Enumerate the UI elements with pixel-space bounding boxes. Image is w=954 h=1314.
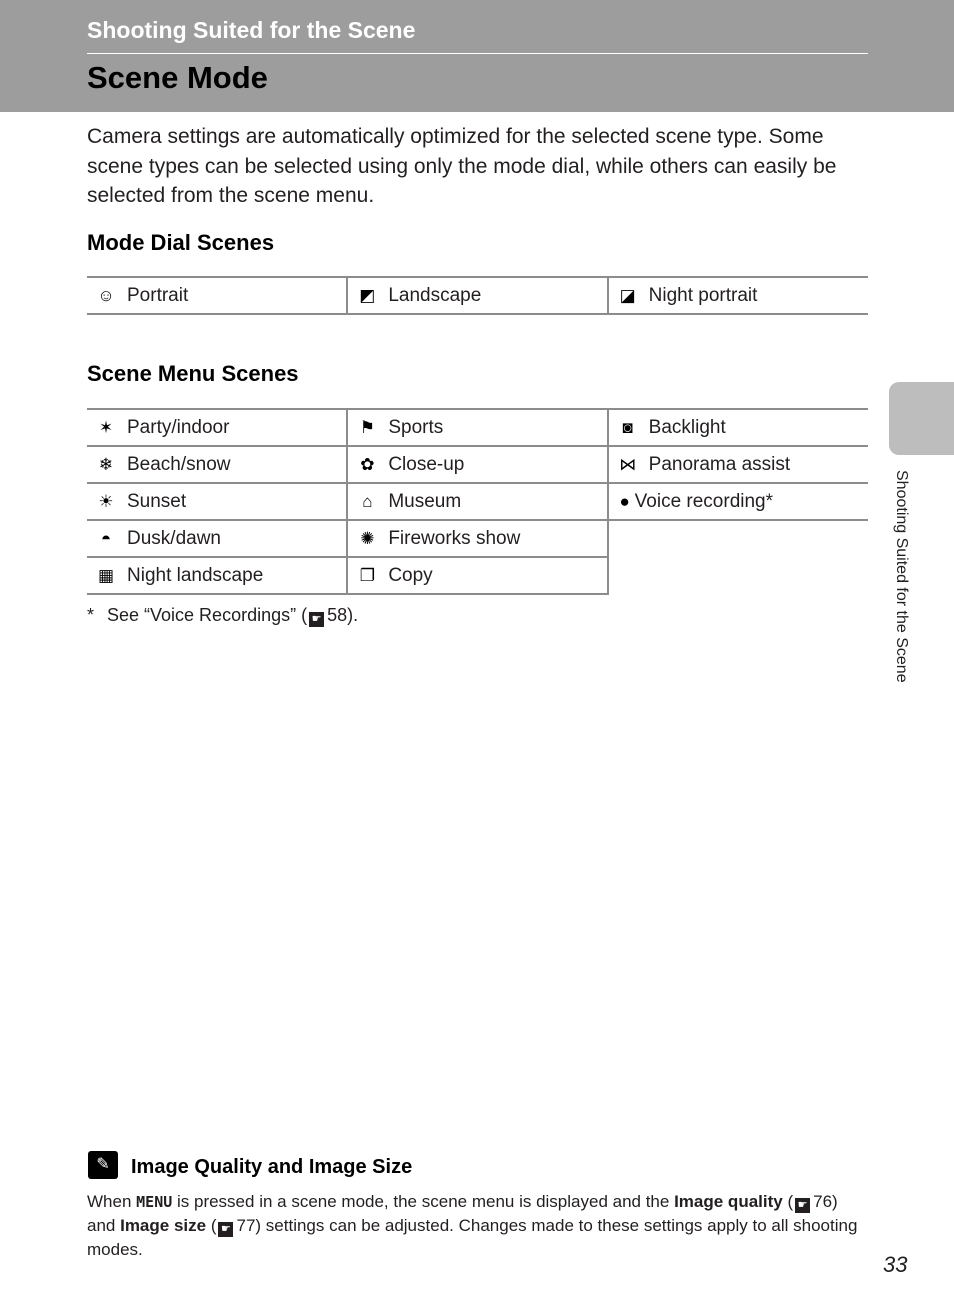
footnote-text: See “Voice Recordings” ( bbox=[107, 605, 308, 625]
chapter-tab bbox=[889, 382, 954, 455]
cell-label: Landscape bbox=[388, 284, 482, 306]
table-cell bbox=[608, 409, 868, 446]
cell-label: Night landscape bbox=[127, 564, 264, 586]
table-cell bbox=[347, 483, 607, 520]
table-cell bbox=[87, 277, 347, 314]
note-text: When bbox=[87, 1192, 137, 1211]
cell-label: Museum bbox=[388, 490, 462, 512]
portrait-icon: ☺ bbox=[97, 285, 115, 305]
table-cell bbox=[347, 277, 607, 314]
panorama-assist-icon: ⋈ bbox=[619, 454, 637, 474]
night-landscape-icon: ▦ bbox=[97, 565, 115, 585]
note-title: Image Quality and Image Size bbox=[131, 1156, 413, 1178]
note-text: is pressed in a scene mode, the scene menu is displayed and the bbox=[172, 1192, 675, 1211]
backlight-icon: ◙ bbox=[622, 417, 633, 437]
cell-label: Beach/snow bbox=[127, 453, 231, 475]
table-cell bbox=[87, 520, 347, 557]
cell-label: Night portrait bbox=[648, 284, 758, 306]
table-cell bbox=[347, 409, 607, 446]
scene-menu-table bbox=[87, 408, 868, 595]
note-text: settings can be adjusted. Changes made to these settings apply to all shooting modes. bbox=[87, 1216, 858, 1259]
footnote-page-ref: 58 bbox=[327, 605, 348, 625]
table-cell bbox=[608, 483, 868, 520]
note-page-ref: 76 bbox=[813, 1192, 833, 1211]
cell-label: Party/indoor bbox=[127, 416, 230, 438]
table-row bbox=[87, 409, 868, 446]
image-size-term: Image size bbox=[120, 1216, 207, 1235]
empty-cell bbox=[608, 557, 868, 594]
fireworks-show-icon: ✺ bbox=[360, 528, 375, 548]
cell-label: Sports bbox=[388, 416, 444, 438]
table-row bbox=[87, 483, 868, 520]
intro-paragraph: Camera settings are automatically optimized for the selected scene type. Some scene types can be selected using only the mode dial, while others can easily be selected from the scene menu. bbox=[87, 125, 837, 207]
table-row bbox=[87, 520, 868, 557]
table-row bbox=[87, 446, 868, 483]
landscape-icon: ◩ bbox=[359, 285, 376, 305]
cell-label: Backlight bbox=[648, 416, 726, 438]
scene-menu-heading: Scene Menu Scenes bbox=[87, 361, 299, 386]
cell-label: Sunset bbox=[127, 490, 187, 512]
table-cell bbox=[347, 446, 607, 483]
page-reference-icon: ☛ bbox=[218, 1222, 233, 1237]
table-cell bbox=[608, 277, 868, 314]
page-reference-icon: ☛ bbox=[309, 612, 324, 627]
mode-dial-heading: Mode Dial Scenes bbox=[87, 230, 275, 255]
table-cell bbox=[87, 483, 347, 520]
table-cell bbox=[608, 446, 868, 483]
footnote bbox=[87, 605, 358, 627]
table-cell bbox=[347, 520, 607, 557]
cell-label: Portrait bbox=[127, 284, 189, 306]
beach-snow-icon: ❄ bbox=[98, 454, 114, 474]
header-divider bbox=[87, 53, 868, 54]
table-cell bbox=[347, 557, 607, 594]
table-cell bbox=[87, 409, 347, 446]
cell-label: Fireworks show bbox=[388, 527, 521, 549]
table-row bbox=[87, 277, 868, 314]
museum-icon: ⌂ bbox=[362, 491, 373, 511]
section-title: Shooting Suited for the Scene bbox=[87, 17, 416, 43]
note-icon: ✎ bbox=[88, 1151, 118, 1179]
footnote-text-end: ). bbox=[347, 605, 359, 625]
sunset-icon: ☀ bbox=[98, 491, 114, 511]
footnote-marker: * bbox=[87, 605, 95, 625]
mode-dial-table bbox=[87, 276, 868, 315]
close-up-icon: ✿ bbox=[360, 454, 375, 474]
empty-cell bbox=[608, 520, 868, 557]
night-portrait-icon: ◪ bbox=[619, 285, 636, 305]
cell-label: Dusk/dawn bbox=[127, 527, 221, 549]
chapter-tab-label: Shooting Suited for the Scene bbox=[893, 470, 910, 683]
page-header bbox=[0, 0, 954, 112]
page-number: 33 bbox=[883, 1252, 908, 1277]
table-cell bbox=[87, 557, 347, 594]
table-row bbox=[87, 557, 868, 594]
voice-recording-icon: ● bbox=[619, 491, 630, 511]
page-reference-icon: ☛ bbox=[795, 1198, 810, 1213]
page-title: Scene Mode bbox=[87, 60, 268, 95]
party-indoor-icon: ✶ bbox=[98, 417, 114, 437]
note-text: and bbox=[87, 1216, 121, 1235]
cell-label: Voice recording* bbox=[634, 490, 774, 512]
table-cell bbox=[87, 446, 347, 483]
cell-label: Close-up bbox=[388, 453, 465, 475]
sports-icon: ⚑ bbox=[359, 417, 375, 437]
cell-label: Copy bbox=[388, 564, 433, 586]
menu-button-label: MENU bbox=[136, 1193, 173, 1211]
note-body: When MENU is pressed in a scene mode, the scene menu is displayed and the Image quality ( ☛ 76) and Image size ( ☛ 77) settings can be adjusted. Changes made to these settings apply to all shooting modes. bbox=[87, 1192, 858, 1259]
copy-icon: ❐ bbox=[359, 565, 375, 585]
dusk-dawn-icon: ◓ bbox=[100, 528, 112, 548]
image-quality-term: Image quality bbox=[674, 1192, 783, 1211]
note-page-ref: 77 bbox=[236, 1216, 256, 1235]
cell-label: Panorama assist bbox=[648, 453, 791, 475]
